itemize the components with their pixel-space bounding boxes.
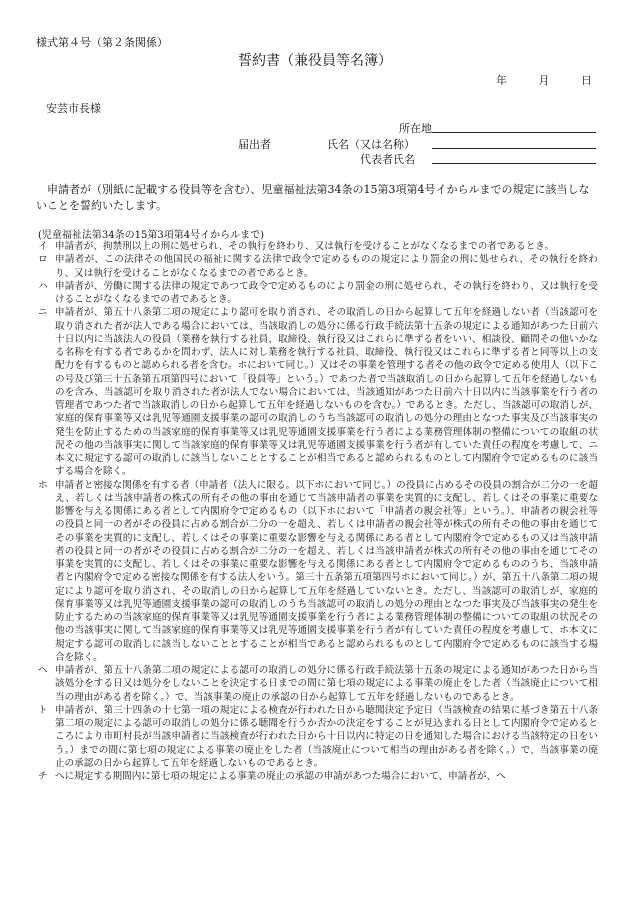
month-label: 月 bbox=[538, 74, 550, 87]
item-text: へに規定する期間内に第七項の規定による事業の廃止の承認の申請があつた場合において、申請者が、へ bbox=[55, 771, 506, 782]
item-text: 申請者が、労働に関する法律の規定であつて政令で定めるものにより罰金の刑に処せられ、その執行を終わり、又は執行を受けることがなくなるまでの者であるとき。 bbox=[55, 280, 598, 305]
name-line bbox=[432, 148, 596, 149]
item-mark: ハ bbox=[38, 280, 48, 292]
item-mark: ホ bbox=[38, 479, 48, 491]
address-line bbox=[432, 132, 596, 133]
day-label: 日 bbox=[581, 74, 592, 87]
date-line bbox=[468, 72, 592, 88]
representative-line bbox=[432, 163, 596, 164]
list-item bbox=[38, 306, 598, 478]
list-item bbox=[38, 704, 598, 770]
list-item bbox=[38, 770, 598, 783]
item-text: 申請者と密接な関係を有する者（申請者（法人に限る。以下ホにおいて同じ。）の役員に占めるその役員の割合が二分の一を超え、若しくは当該申請者の株式の所有その他の事由を通じて当該申請者の事業を実質的に支配し、若しくはその事業に重要な影響を与える関係にある者として内閣府令で定めるもの（以下ホにおいて「申請者の親会社等」という。）、申請者の親会社等の役員と同一の者がその役員に占める割合が二分の一を超え、若しくは申請者の親会社等が株式の所有その他の事由を通じてその事業を実質的に支配し、若しくはその事業に重要な影響を与える関係にある者として内閣府令で定めるもの又は当該申請者の役員と同一の者がその役員に占める割合が二分の一を超え、若しくは当該申請者が株式の所有その他の事由を通じてその事業を実質的に支配し、若しくはその事業に重要な影響を与える関係にある者として内閣府令で定めるもののうち、当該申請者と内閣府令で定める密接な関係を有する法人をいう。第三十五条第五項第四号ホにおいて同じ。）が、第五十八条第二項の規定により認可を取り消され、その取消しの日から起算して五年を経過していないとき。ただし、当該認可の取消しが、家庭的保育事業等又は乳児等通園支援事業の認可の取消しのうち当該認可の取消しの処分の理由となつた事実及び当該事実の発生を防止するための当該家庭的保育事業等又は乳児等通園支援事業を行う者による業務管理体制の整備についての取組の状況その他の当該事実に関して当該家庭的保育事業等又は乳児等通園支援事業を行う者が有していた責任の程度を考慮して、ホ本文に規定する認可の取消しに該当しないこととすることが相当であると認められるものとして内閣府令で定めるものに該当する場合を除く。 bbox=[55, 479, 598, 663]
representative-label: 代表者氏名 bbox=[360, 153, 415, 166]
item-mark: イ bbox=[38, 241, 48, 252]
item-text: 申請者が、この法律その他国民の福祉に関する法律で政令で定めるものの規定により罰金の刑に処せられ、その執行を終わり、又は執行を受けることがなくなるまでの者であるとき。 bbox=[55, 254, 598, 279]
list-item bbox=[38, 280, 598, 307]
item-mark: ヘ bbox=[38, 665, 48, 676]
list-item bbox=[38, 253, 598, 280]
address-label: 所在地 bbox=[399, 122, 432, 135]
applicant-label: 届出者 bbox=[238, 138, 271, 151]
item-mark: ニ bbox=[38, 307, 48, 319]
list-item bbox=[38, 479, 598, 665]
form-number: 様式第４号（第２条関係） bbox=[36, 36, 168, 49]
year-label: 年 bbox=[496, 74, 507, 87]
document-title: 誓約書（兼役員等名簿） bbox=[238, 53, 392, 69]
reference-heading: (児童福祉法第34条の15第3項第4号イからルまで) bbox=[38, 230, 264, 241]
item-text: 申請者が、第五十八条第二項の規定により認可を取り消され、その取消しの日から起算して五年を経過しない者（当該認可を取り消された者が法人である場合においては、当該取消しの処分に係る行政手続法第十五条の規定による通知があつた日前六十日以内に当該法人の役員（業務を執行する社員、取締役、執行役又はこれらに準ずる者をいい、相談役、顧問その他いかなる名称を有する者であるかを問わず、法人に対し業務を執行する社員、取締役、執行役又はこれらに準ずる者と同等以上の支配力を有するものと認められる者を含む。ホにおいて同じ。）又はその事業を管理する者その他の政令で定める使用人（以下この号及び第三十五条第五項第四号において「役員等」という。）であつた者で当該取消しの日から起算して五年を経過しないものを含み、当該認可を取り消された者が法人でない場合においては、当該通知があつた日前六十日以内に当該事業を行う者の管理者であつた者で当該取消しの日から起算して五年を経過しないものを含む。）であるとき。ただし、当該認可の取消しが、家庭的保育事業等又は乳児等通園支援事業の認可の取消しのうち当該認可の取消しの処分の理由となつた事実及び当該事実の発生を防止するための当該家庭的保育事業等又は乳児等通園支援事業を行う者による業務管理体制の整備についての取組の状況その他の当該事実に関して当該家庭的保育事業等又は乳児等通園支援事業を行う者が有していた責任の程度を考慮して、ニ本文に規定する認可の取消しに該当しないこととすることが相当であると認められるものとして内閣府令で定めるものに該当する場合を除く。 bbox=[55, 307, 598, 478]
item-text: 申請者が、拘禁刑以上の刑に処せられ、その執行を終わり、又は執行を受けることがなくなるまでの者であるとき。 bbox=[55, 241, 555, 252]
item-mark: ロ bbox=[38, 254, 48, 266]
name-label: 氏名（又は名称） bbox=[327, 138, 415, 151]
list-item bbox=[38, 664, 598, 704]
addressee: 安芸市長様 bbox=[46, 102, 101, 115]
list-item bbox=[38, 240, 598, 253]
item-text: 申請者が、第三十四条の十七第一項の規定による検査が行われた日から聴聞決定予定日（当該検査の結果に基づき第五十八条第二項の規定による認可の取消しの処分に係る聴聞を行うか否かの決定をすることが見込まれる日として内閣府令で定めるところにより市町村長が当該申請者に当該検査が行われた日から十日以内に特定の日を通知した場合における当該特定の日をいう。）までの間に第七項の規定による事業の廃止をした者（当該廃止について相当の理由がある者を除く。）で、当該事業の廃止の承認の日から起算して五年を経過しないものであるとき。 bbox=[55, 704, 598, 769]
provision-list bbox=[38, 240, 598, 783]
item-mark: ト bbox=[38, 704, 48, 716]
item-mark: チ bbox=[38, 771, 48, 782]
pledge-statement: 申請者が（別紙に記載する役員等を含む）、児童福祉法第34条の15第3項第4号イからルまでの規定に該当しないことを誓約いたします。 bbox=[36, 183, 590, 212]
item-text: 申請者が、第五十八条第二項の規定による認可の取消しの処分に係る行政手続法第十五条の規定による通知があつた日から当該処分をする日又は処分をしないことを決定する日までの間に第七項の規定による事業の廃止をした者（当該廃止について相当の理由がある者を除く。）で、当該事業の廃止の承認の日から起算して五年を経過しないものであるとき。 bbox=[55, 665, 598, 703]
